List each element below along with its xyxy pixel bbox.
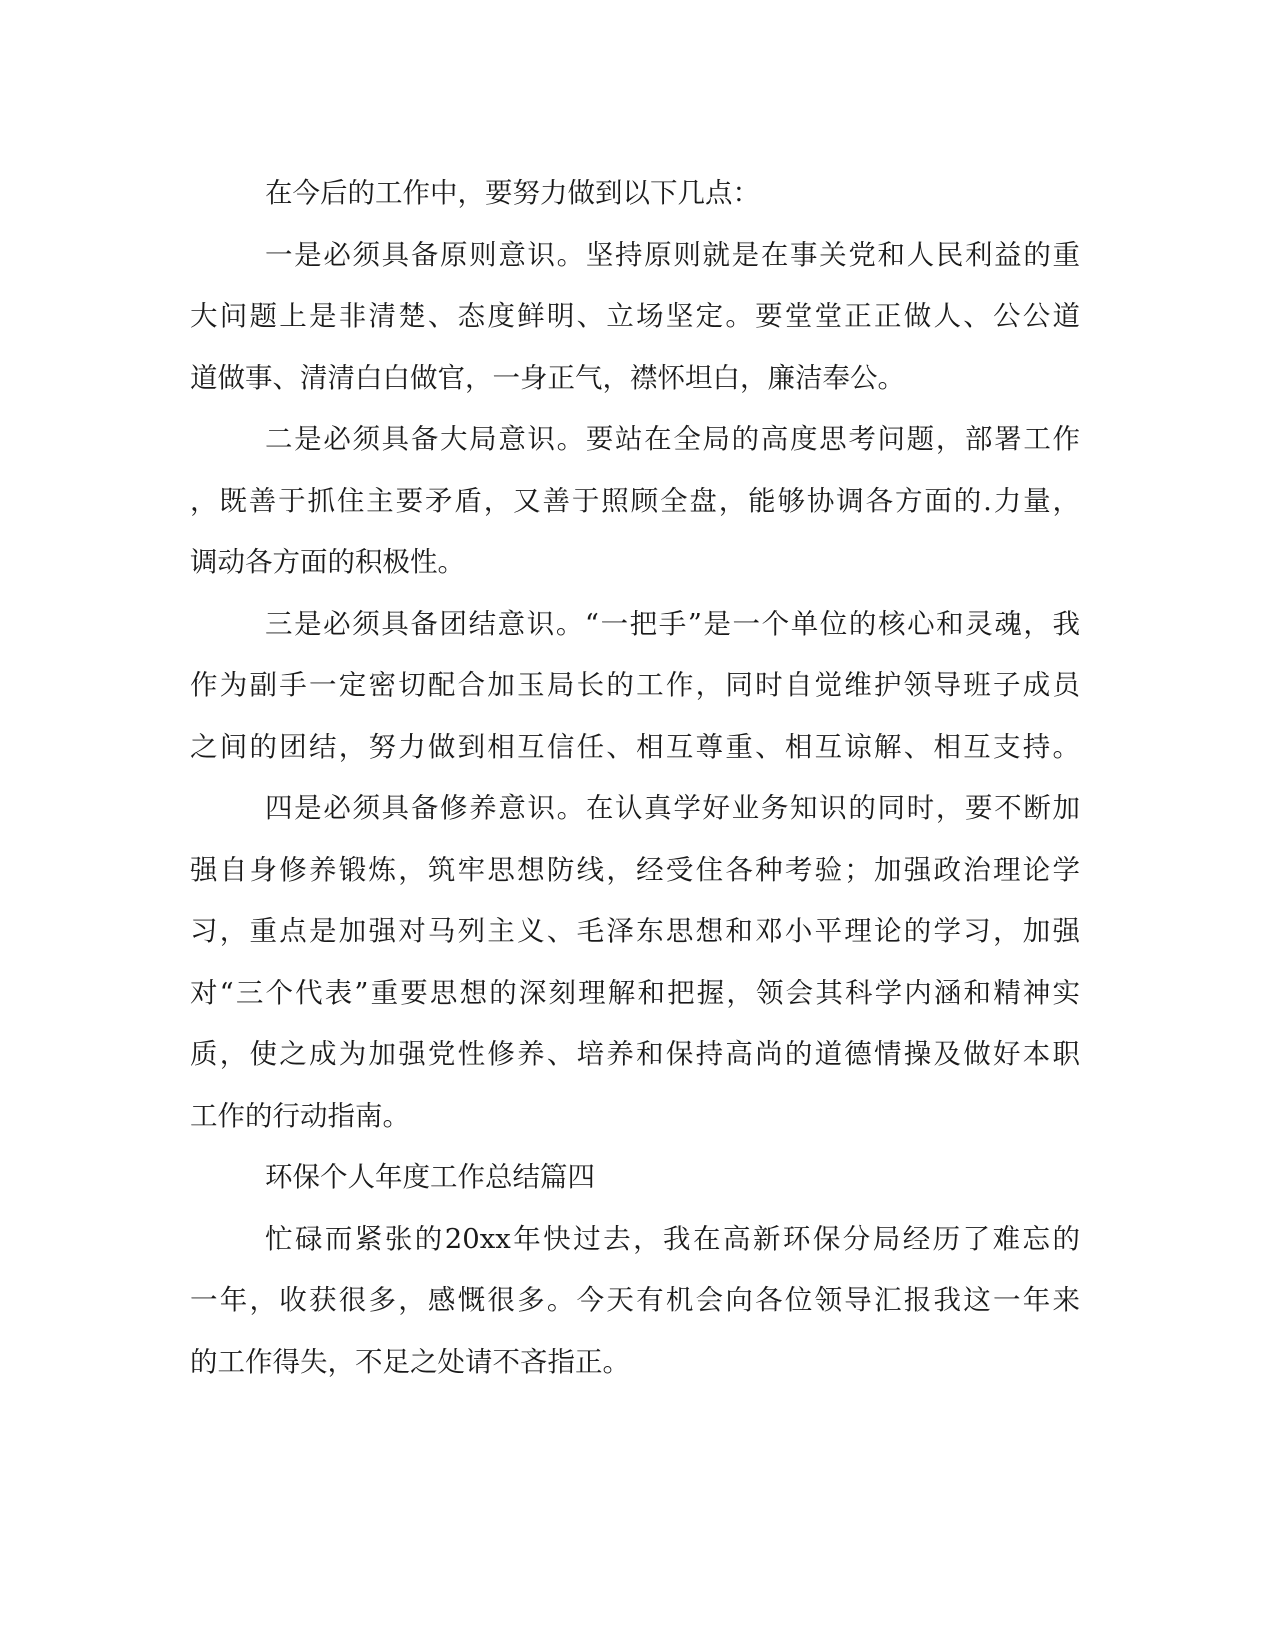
text-line: 四是必须具备修养意识。在认真学好业务知识的同时，要不断加 <box>265 792 1080 824</box>
text-line: ，既善于抓住主要矛盾，又善于照顾全盘，能够协调各方面的.力量， <box>190 484 1080 517</box>
text-line: 质，使之成为加强党性修养、培养和保持高尚的道德情操及做好本职 <box>190 1038 1080 1070</box>
document-body <box>190 163 1080 1393</box>
text-line: 忙碌而紧张的20xx年快过去，我在高新环保分局经历了难忘的 <box>265 1222 1080 1255</box>
text-line: 道做事、清清白白做官，一身正气，襟怀坦白，廉洁奉公。 <box>190 361 905 394</box>
text-line: 在今后的工作中，要努力做到以下几点： <box>265 177 760 209</box>
text-line: 三是必须具备团结意识。“一把手”是一个单位的核心和灵魂，我 <box>265 607 1080 640</box>
text-line: 大问题上是非清楚、态度鲜明、立场坚定。要堂堂正正做人、公公道 <box>190 300 1080 332</box>
text-line: 一是必须具备原则意识。坚持原则就是在事关党和人民利益的重 <box>265 238 1080 271</box>
text-line: 工作的行动指南。 <box>190 1099 410 1132</box>
text-line: 对“三个代表”重要思想的深刻理解和把握，领会其科学内涵和精神实 <box>190 976 1080 1009</box>
text-line: 之间的团结，努力做到相互信任、相互尊重、相互谅解、相互支持。 <box>190 730 1080 763</box>
text-line: 一年，收获很多，感慨很多。今天有机会向各位领导汇报我这一年来 <box>190 1284 1080 1316</box>
text-line: 二是必须具备大局意识。要站在全局的高度思考问题，部署工作 <box>265 423 1080 455</box>
text-line: 习，重点是加强对马列主义、毛泽东思想和邓小平理论的学习，加强 <box>190 915 1080 947</box>
text-line: 强自身修养锻炼，筑牢思想防线，经受住各种考验；加强政治理论学 <box>190 853 1080 886</box>
text-line: 调动各方面的积极性。 <box>190 546 465 578</box>
text-line: 环保个人年度工作总结篇四 <box>265 1161 595 1193</box>
text-line: 的工作得失，不足之处请不吝指正。 <box>190 1345 630 1378</box>
text-line: 作为副手一定密切配合加玉局长的工作，同时自觉维护领导班子成员 <box>190 669 1080 701</box>
